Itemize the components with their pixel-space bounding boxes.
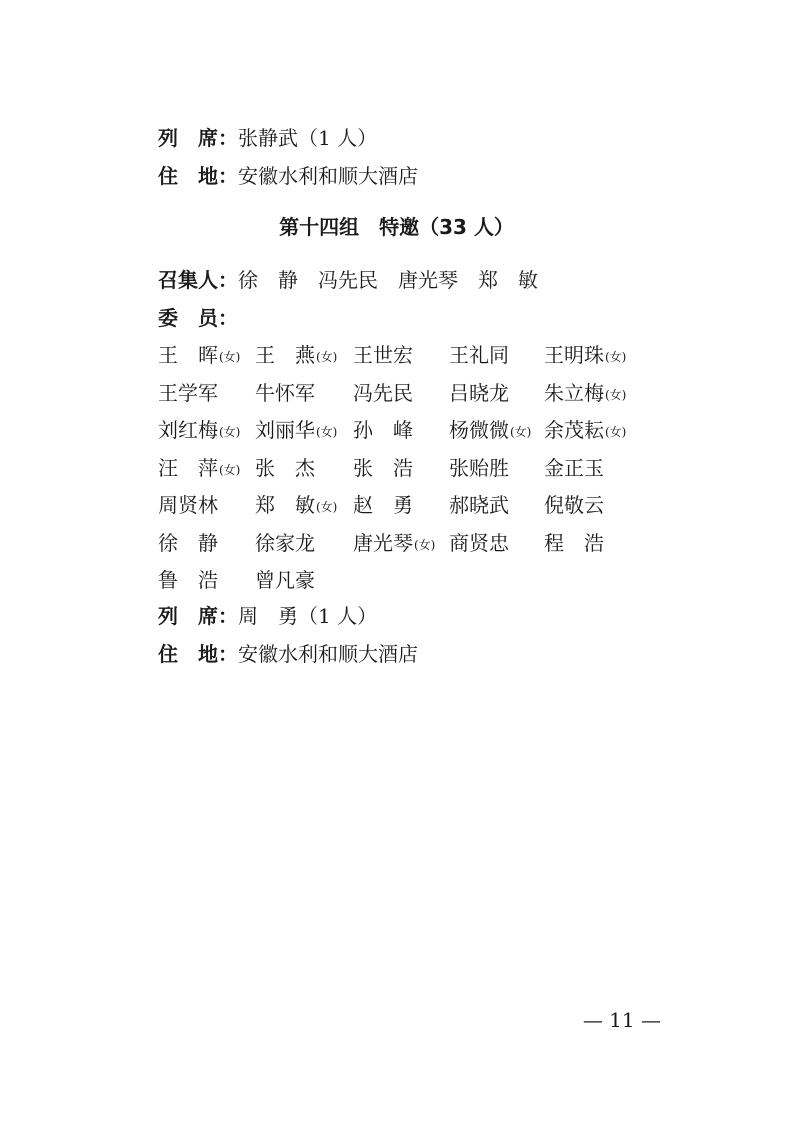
residence-value: 安徽水利和顺大酒店 bbox=[238, 164, 418, 188]
member-entry bbox=[449, 381, 509, 405]
member-gender-note: (女) bbox=[219, 425, 241, 439]
member-entry bbox=[353, 343, 413, 367]
member-name: 唐光琴 bbox=[353, 530, 413, 555]
members-label-line bbox=[158, 306, 238, 330]
residence-label: 住 地： bbox=[158, 164, 238, 188]
member-entry bbox=[158, 456, 240, 482]
member-name: 鲁 浩 bbox=[158, 568, 218, 592]
member-gender-note: (女) bbox=[605, 387, 627, 402]
member-entry bbox=[449, 456, 509, 480]
member-entry bbox=[449, 343, 509, 367]
group-residence-line bbox=[158, 642, 418, 666]
prev-attend-line bbox=[158, 126, 377, 150]
member-name: 王 晖 bbox=[158, 343, 218, 367]
convener-label: 召集人： bbox=[158, 268, 238, 292]
member-entry bbox=[449, 531, 509, 555]
member-name: 王世宏 bbox=[353, 343, 413, 367]
member-entry bbox=[353, 531, 435, 557]
member-gender-note: (女) bbox=[414, 537, 436, 552]
member-gender-note: (女) bbox=[316, 425, 338, 439]
member-entry bbox=[544, 343, 626, 369]
member-entry bbox=[544, 531, 604, 555]
member-entry bbox=[255, 568, 315, 592]
member-entry bbox=[255, 531, 315, 555]
member-entry bbox=[255, 493, 337, 519]
member-name: 王明珠 bbox=[544, 343, 604, 367]
attend-label: 列 席： bbox=[158, 126, 238, 150]
member-entry bbox=[544, 418, 626, 444]
member-name: 余茂耘 bbox=[544, 418, 604, 442]
convener-names: 徐 静 冯先民 唐光琴 郑 敏 bbox=[238, 268, 538, 292]
member-name: 张 浩 bbox=[353, 455, 413, 480]
member-name: 汪 萍 bbox=[158, 455, 218, 480]
member-name: 刘红梅 bbox=[158, 418, 218, 442]
member-name: 孙 峰 bbox=[353, 418, 413, 442]
member-name: 冯先民 bbox=[353, 380, 413, 405]
member-name: 朱立梅 bbox=[544, 380, 604, 405]
member-name: 徐 静 bbox=[158, 530, 218, 555]
member-name: 周贤林 bbox=[158, 493, 218, 517]
member-gender-note: (女) bbox=[219, 350, 241, 364]
member-entry bbox=[544, 381, 626, 407]
member-entry bbox=[353, 418, 413, 442]
member-name: 赵 勇 bbox=[353, 493, 413, 517]
group-residence-value: 安徽水利和顺大酒店 bbox=[238, 642, 418, 666]
member-gender-note: (女) bbox=[219, 462, 241, 477]
member-name: 徐家龙 bbox=[255, 530, 315, 555]
attend-value: 张静武（1 人） bbox=[238, 126, 378, 150]
group-attend-line bbox=[158, 604, 377, 628]
member-entry bbox=[449, 493, 509, 517]
member-entry bbox=[158, 381, 218, 405]
member-entry bbox=[158, 531, 218, 555]
member-gender-note: (女) bbox=[316, 350, 338, 364]
member-name: 曾凡豪 bbox=[255, 568, 315, 592]
member-name: 牛怀军 bbox=[255, 380, 315, 405]
page-number: — 11 — bbox=[582, 1008, 661, 1032]
member-name: 商贤忠 bbox=[449, 530, 509, 555]
member-name: 王礼同 bbox=[449, 343, 509, 367]
group-residence-label: 住 地： bbox=[158, 642, 238, 666]
member-name: 张 杰 bbox=[255, 455, 315, 480]
member-name: 倪敬云 bbox=[544, 493, 604, 517]
member-entry bbox=[544, 493, 604, 517]
member-entry bbox=[255, 381, 315, 405]
member-entry bbox=[544, 456, 604, 480]
member-entry bbox=[255, 418, 337, 444]
member-name: 金正玉 bbox=[544, 455, 604, 480]
member-entry bbox=[353, 493, 413, 517]
member-entry bbox=[158, 343, 240, 369]
member-name: 吕晓龙 bbox=[449, 380, 509, 405]
group-attend-label: 列 席： bbox=[158, 604, 238, 628]
member-entry bbox=[353, 456, 413, 480]
member-name: 程 浩 bbox=[544, 530, 604, 555]
member-entry bbox=[255, 343, 337, 369]
member-gender-note: (女) bbox=[605, 425, 627, 439]
member-name: 郝晓武 bbox=[449, 493, 509, 517]
group-heading: 第十四组 特邀（33 人） bbox=[279, 215, 514, 239]
member-gender-note: (女) bbox=[605, 350, 627, 364]
member-name: 刘丽华 bbox=[255, 418, 315, 442]
group-attend-value: 周 勇（1 人） bbox=[238, 604, 378, 628]
member-entry bbox=[255, 456, 315, 480]
member-entry bbox=[158, 418, 240, 444]
prev-residence-line bbox=[158, 164, 418, 188]
member-entry bbox=[353, 381, 413, 405]
member-entry bbox=[449, 418, 531, 444]
member-name: 杨微微 bbox=[449, 418, 509, 442]
member-entry bbox=[158, 493, 218, 517]
member-entry bbox=[158, 568, 218, 592]
member-name: 张贻胜 bbox=[449, 455, 509, 480]
member-name: 郑 敏 bbox=[255, 493, 315, 517]
member-gender-note: (女) bbox=[316, 500, 338, 514]
member-name: 王学军 bbox=[158, 380, 218, 405]
member-gender-note: (女) bbox=[510, 425, 532, 439]
convener-line bbox=[158, 268, 538, 292]
member-name: 王 燕 bbox=[255, 343, 315, 367]
members-label: 委 员： bbox=[158, 306, 238, 330]
